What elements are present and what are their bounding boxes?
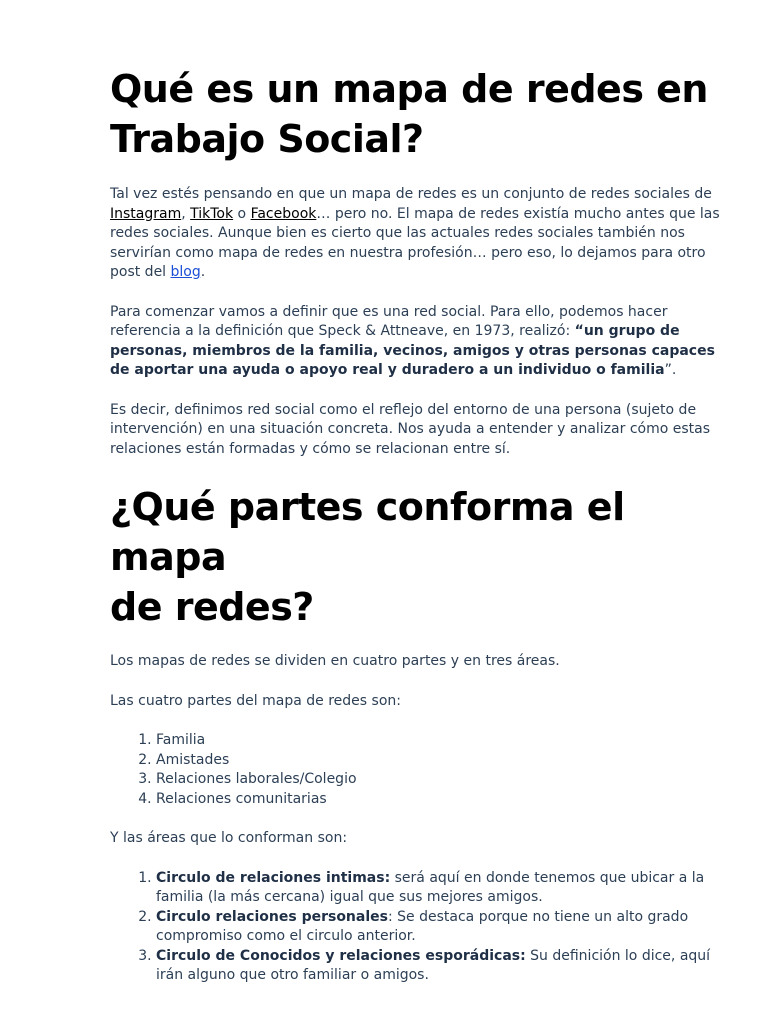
intro-text-1: Tal vez estés pensando en que un mapa de redes es un conjunto de redes sociales de — [110, 186, 712, 202]
areas-list — [110, 869, 728, 986]
explanation-paragraph: Es decir, definimos red social como el reflejo del entorno de una persona (sujeto de intervención) en una situación concreta. Nos ayuda a entender y analizar cómo estas relaciones están formadas y cómo se relacionan entre sí. — [110, 401, 711, 457]
area-text: será aquí en donde tenemos que ubicar a la familia (la más cercana) igual que sus mejores amigos. — [156, 869, 705, 905]
intro-sep-2: o — [233, 205, 251, 222]
list-item — [156, 869, 728, 908]
area-title: Circulo de Conocidos y relaciones esporádicas: — [156, 947, 526, 964]
area-title: Circulo relaciones personales — [156, 908, 388, 925]
instagram-link[interactable]: Instagram — [110, 205, 182, 222]
definition-quote: “un grupo de personas, miembros de la familia, vecinos, amigos y otras personas capaces de aportar una ayuda o apoyo real y duradero a un individuo o familia — [110, 323, 715, 378]
list-item: 4. Relaciones comunitarias — [156, 790, 728, 810]
intro-text-3: . — [200, 264, 206, 280]
list-item: 3. Relaciones laborales/Colegio — [156, 770, 728, 790]
heading2-line-1: ¿Qué partes conforma el mapa — [110, 485, 625, 579]
list-item — [156, 908, 728, 947]
tiktok-link[interactable]: TikTok — [190, 205, 234, 222]
intro-sep-1: , — [181, 205, 191, 222]
parts-list — [110, 731, 728, 809]
heading2-line-2: de redes? — [110, 585, 314, 629]
heading-line-1: Qué es un mapa de redes en — [110, 67, 708, 111]
parts-intro-paragraph: Las cuatro partes del mapa de redes son: — [110, 692, 401, 709]
intro-text-2: … pero no. El mapa de redes existía mucho antes que las redes sociales. Aunque bien es cierto que las actuales redes sociales también nos servirían como mapa de redes en nuestra profesión… pero eso, lo dejamos para otro post del — [110, 205, 720, 280]
facebook-link[interactable]: Facebook — [250, 205, 317, 222]
document-page — [110, 64, 728, 986]
definition-text-2: ”. — [664, 362, 677, 378]
blog-link[interactable]: blog — [170, 264, 201, 280]
area-text: Su definición lo dice, aquí irán alguno que otro familiar o amigos. — [156, 947, 711, 983]
heading-line-2: Trabajo Social? — [110, 117, 424, 161]
list-item: 1. Familia — [156, 731, 728, 751]
definition-paragraph — [110, 303, 728, 381]
division-paragraph: Los mapas de redes se dividen en cuatro partes y en tres áreas. — [110, 653, 560, 669]
area-title: Circulo de relaciones intimas: — [156, 869, 391, 886]
definition-text-1: Para comenzar vamos a definir que es una red social. Para ello, podemos hacer referencia a la definición que Speck & Attneave, en 1973, realizó: — [110, 303, 668, 339]
list-item: 2. Amistades — [156, 751, 728, 771]
area-text: : Se destaca porque no tiene un alto grado compromiso como el circulo anterior. — [156, 908, 689, 944]
heading-partes — [110, 482, 728, 632]
intro-paragraph — [110, 185, 728, 283]
heading-mapa-redes — [110, 64, 728, 164]
areas-intro-paragraph: Y las áreas que lo conforman son: — [110, 830, 348, 846]
list-item — [156, 947, 728, 986]
